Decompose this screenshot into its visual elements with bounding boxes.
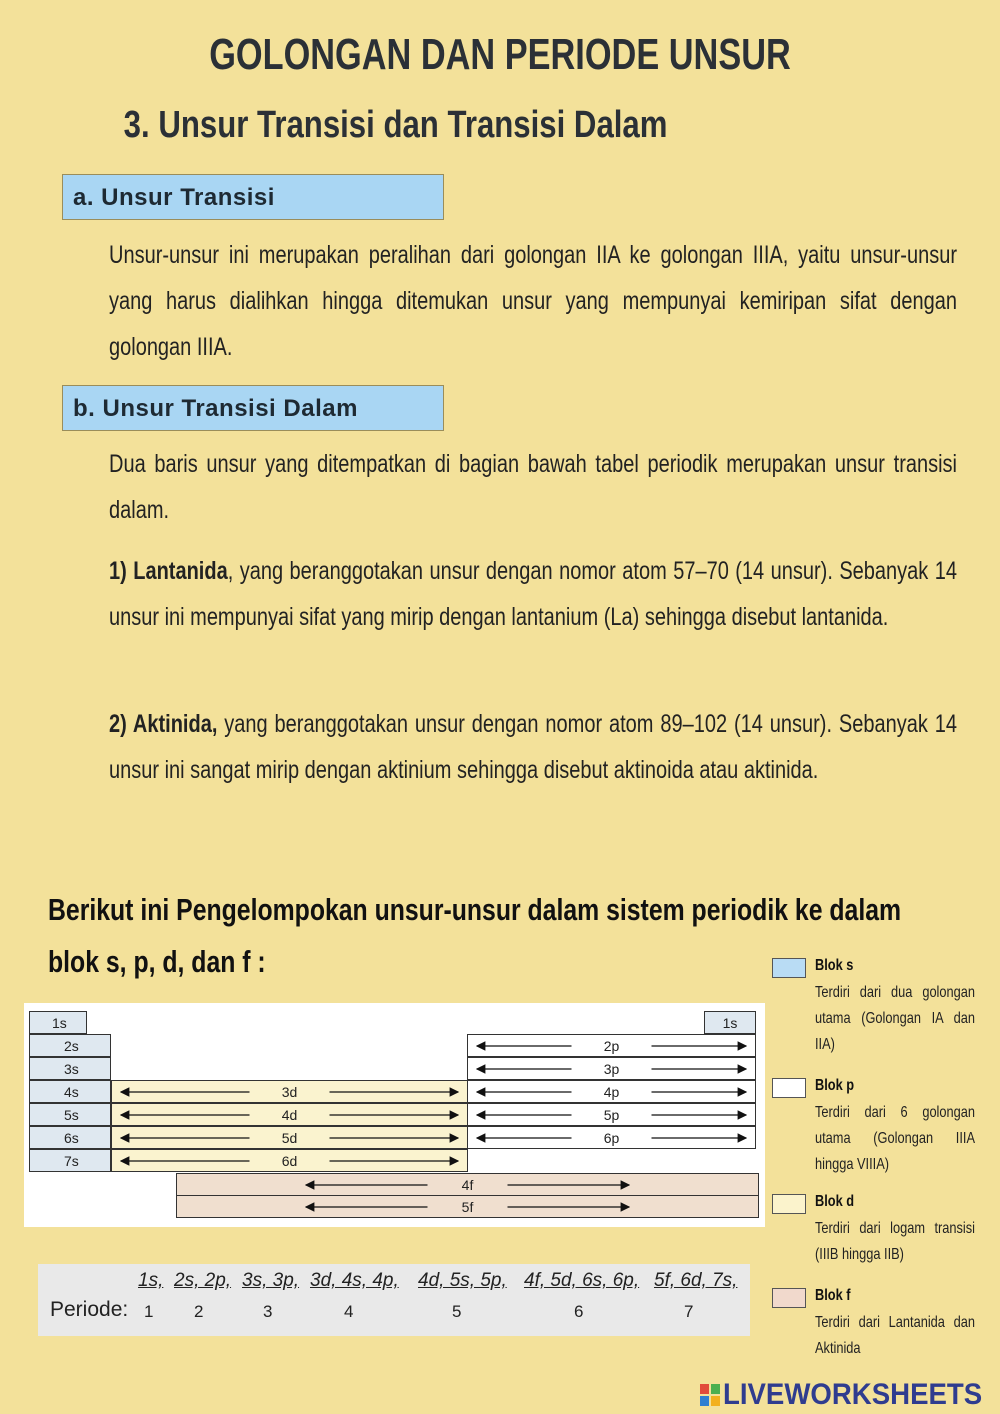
periode-number-6: 6 — [574, 1302, 584, 1321]
grouping-heading: Berikut ini Pengelompokan unsur-unsur dalam sistem periodik ke dalam blok s, p, d, dan f : — [48, 892, 902, 979]
periode-number-3: 3 — [263, 1302, 273, 1321]
paragraph-transisi-dalam-text: Dua baris unsur yang ditempatkan di bagian bawah tabel periodik merupakan unsur transisi dalam. — [109, 450, 957, 524]
periode-number-7: 7 — [684, 1302, 694, 1321]
legend-desc-0: Terdiri dari dua golongan utama (Golongan IA dan IIA) — [815, 984, 975, 1053]
periode-config-5: 4d, 5s, 5p, — [418, 1270, 507, 1291]
periode-number-1: 1 — [144, 1302, 154, 1321]
subheading-unsur-transisi-dalam: b. Unsur Transisi Dalam — [62, 385, 444, 431]
legend-swatch-1 — [772, 1078, 806, 1098]
legend-desc-3: Terdiri dari Lantanida dan Aktinida — [815, 1314, 975, 1357]
table-cell-d-5d: 5d — [111, 1126, 468, 1149]
block-table — [24, 1003, 765, 1227]
table-cell-s-1s: 1s — [29, 1011, 87, 1034]
legend-title-2: Blok d — [815, 1193, 855, 1210]
legend-swatch-2 — [772, 1194, 806, 1214]
aktinida-term: 2) Aktinida, — [109, 710, 218, 738]
table-cell-p-3p: 3p — [467, 1057, 756, 1080]
aktinida-text: yang beranggotakan unsur dengan nomor atom 89–102 (14 unsur). Sebanyak 14 unsur ini sangat mirip dengan aktinium sehingga disebut aktinoida atau aktinida. — [109, 710, 957, 784]
table-cell-s-6s: 6s — [29, 1126, 111, 1149]
table-cell-d-6d: 6d — [111, 1149, 468, 1172]
brand-logo[interactable] — [699, 1378, 1000, 1412]
legend-swatch-0 — [772, 958, 806, 978]
periode-number-4: 4 — [344, 1302, 354, 1321]
legend-title-0: Blok s — [815, 957, 854, 974]
lantanida-term: 1) Lantanida — [109, 557, 228, 585]
lantanida-text: , yang beranggotakan unsur dengan nomor atom 57–70 (14 unsur). Sebanyak 14 unsur ini mempunyai sifat yang mirip dengan lantanium (La) sehingga disebut lantanida. — [109, 557, 957, 631]
paragraph-unsur-transisi-text: Unsur-unsur ini merupakan peralihan dari golongan IIA ke golongan IIIA, yaitu unsur-unsur yang harus dialihkan hingga ditemukan unsur yang mempunyai kemiripan sifat dengan golongan IIIA. — [109, 241, 957, 361]
table-cell-s-4s: 4s — [29, 1080, 111, 1103]
subheading-unsur-transisi: a. Unsur Transisi — [62, 174, 444, 220]
periode-config-6: 4f, 5d, 6s, 6p, — [524, 1270, 640, 1291]
table-cell-f-5f: 5f — [176, 1195, 759, 1218]
table-cell-p-5p: 5p — [467, 1103, 756, 1126]
table-cell-p-4p: 4p — [467, 1080, 756, 1103]
brand-text: LIVEWORKSHEETS — [723, 1378, 983, 1411]
table-cell-s-3s: 3s — [29, 1057, 111, 1080]
periode-strip — [38, 1264, 750, 1336]
legend-title-1: Blok p — [815, 1077, 855, 1094]
page-title: GOLONGAN DAN PERIODE UNSUR — [209, 30, 791, 79]
table-cell-p-6p: 6p — [467, 1126, 756, 1149]
periode-number-2: 2 — [194, 1302, 204, 1321]
table-cell-d-3d: 3d — [111, 1080, 468, 1103]
periode-config-2: 2s, 2p, — [174, 1270, 232, 1291]
periode-config-4: 3d, 4s, 4p, — [310, 1270, 399, 1291]
table-cell-he-1s: 1s — [704, 1011, 756, 1034]
paragraph-unsur-transisi — [109, 232, 957, 370]
legend-swatch-3 — [772, 1288, 806, 1308]
table-cell-s-7s: 7s — [29, 1149, 111, 1172]
legend-desc-2: Terdiri dari logam transisi (IIIB hingga IIB) — [815, 1220, 975, 1263]
periode-number-5: 5 — [452, 1302, 462, 1321]
table-cell-p-2p: 2p — [467, 1034, 756, 1057]
periode-config-1: 1s, — [138, 1270, 164, 1291]
paragraph-transisi-dalam — [109, 441, 957, 533]
table-cell-f-4f: 4f — [176, 1173, 759, 1196]
table-cell-s-5s: 5s — [29, 1103, 111, 1126]
periode-label: Periode: — [50, 1298, 129, 1321]
liveworksheets-icon — [699, 1382, 721, 1408]
paragraph-lantanida — [109, 548, 957, 640]
legend-desc-1: Terdiri dari 6 golongan utama (Golongan IIIA hingga VIIIA) — [815, 1104, 975, 1173]
periode-config-3: 3s, 3p, — [242, 1270, 300, 1291]
periode-config-7: 5f, 6d, 7s, — [654, 1270, 738, 1291]
table-cell-s-2s: 2s — [29, 1034, 111, 1057]
legend-title-3: Blok f — [815, 1287, 851, 1304]
section-title: 3. Unsur Transisi dan Transisi Dalam — [123, 104, 668, 146]
table-cell-d-4d: 4d — [111, 1103, 468, 1126]
paragraph-aktinida — [109, 701, 957, 793]
